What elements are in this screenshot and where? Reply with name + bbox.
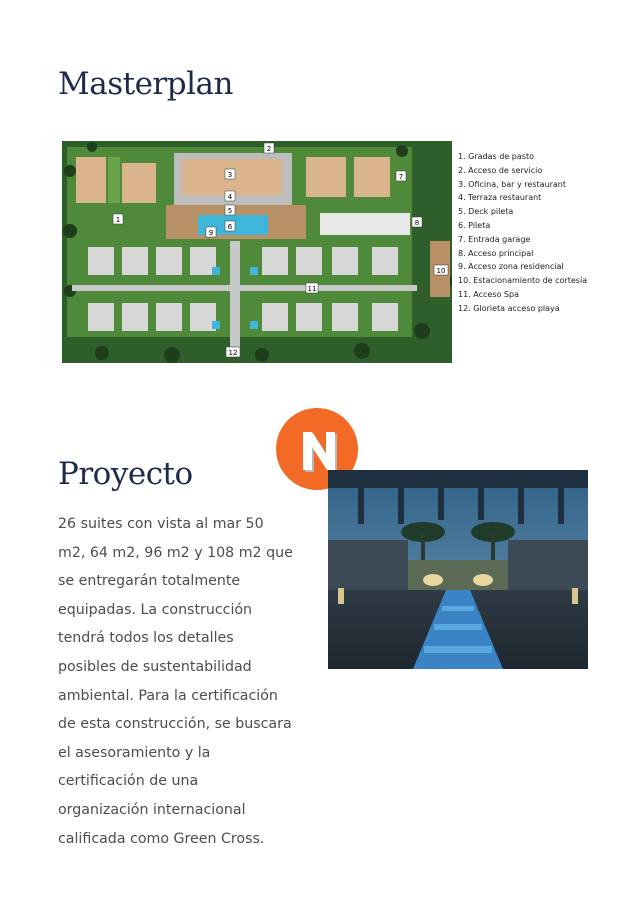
legend-item: 8. Acceso principal (458, 248, 534, 258)
plan-marker-2: 2 (266, 145, 272, 153)
legend-item: 11. Acceso Spa (458, 289, 519, 299)
plan-marker-5: 5 (227, 207, 233, 215)
legend-item: 7. Entrada garage (458, 234, 531, 244)
masterplan-legend (458, 150, 587, 316)
legend-item: 6. Pileta (458, 220, 491, 230)
legend-item: 12. Glorieta acceso playa (458, 303, 560, 313)
plan-marker-10: 10 (436, 267, 446, 275)
plan-marker-9: 9 (208, 229, 214, 237)
plan-marker-6: 6 (227, 223, 233, 231)
plan-marker-7: 7 (398, 173, 404, 181)
plan-marker-1: 1 (115, 216, 121, 224)
plan-marker-3: 3 (227, 171, 233, 179)
plan-marker-12: 12 (228, 349, 238, 357)
project-render-photo (328, 470, 588, 669)
masterplan-image (62, 141, 452, 363)
legend-item: 2. Acceso de servicio (458, 165, 543, 175)
legend-item: 1. Gradas de pasto (458, 152, 534, 161)
proyecto-description: 26 suites con vista al mar 50 m2, 64 m2, 96 m2 y 108 m2 que se entregarán totalmente equipadas. La construcción tendrá todos los detalles posibles de sustentabilidad ambiental. Para la certificación de esta construcción, se buscara el asesoramiento y la certificación de una organización internacional calificada como Green Cross. (58, 516, 293, 847)
masterplan-title: Masterplan (58, 66, 233, 102)
plan-marker-4: 4 (227, 193, 233, 201)
proyecto-title: Proyecto (58, 456, 193, 492)
plan-marker-8: 8 (414, 219, 420, 227)
legend-item: 5. Deck pileta (458, 207, 514, 217)
plan-marker-11: 11 (307, 285, 317, 293)
legend-item: 3. Oficina, bar y restaurant (458, 179, 566, 189)
legend-item: 4. Terraza restaurant (458, 193, 542, 203)
legend-item: 9. Acceso zona residencial (458, 262, 564, 272)
legend-item: 10. Estacionamiento de cortesía (458, 276, 588, 286)
